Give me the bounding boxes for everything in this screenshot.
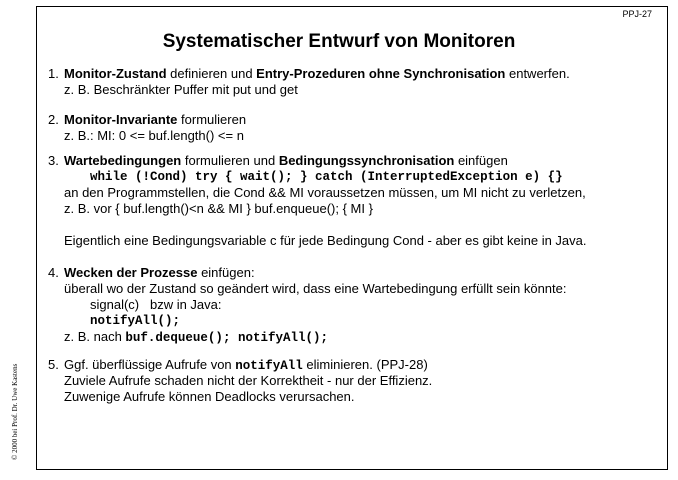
spacer <box>64 217 587 233</box>
item-line <box>64 112 246 128</box>
item-text: formulieren <box>177 112 247 127</box>
item-text: definieren und <box>166 66 257 81</box>
item-line: z. B. Beschränkter Puffer mit put und get <box>64 82 298 97</box>
list-item-4 <box>48 265 566 345</box>
item-number: 2. <box>48 112 59 127</box>
copyright-note: © 2000 bei Prof. Dr. Uwe Kastens <box>11 363 19 460</box>
inline-code: notifyAll <box>235 359 303 373</box>
item-text: eliminieren. (PPJ-28) <box>302 357 428 372</box>
item-number: 1. <box>48 66 59 81</box>
item-text: einfügen <box>454 153 508 168</box>
item-number: 5. <box>48 357 59 372</box>
item-line <box>64 153 587 169</box>
item-number: 4. <box>48 265 59 280</box>
item-line: überall wo der Zustand so geändert wird, dass eine Wartebedingung erfüllt sein könnte: <box>64 281 567 296</box>
bold-term: Monitor-Zustand <box>64 66 167 81</box>
bold-term: Entry-Prozeduren ohne Synchronisation <box>256 66 506 81</box>
item-number: 3. <box>48 153 59 168</box>
bold-term: Wecken der Prozesse <box>64 265 198 280</box>
item-text: entwerfen. <box>505 66 570 81</box>
item-text: Ggf. überflüssige Aufrufe von <box>64 357 236 372</box>
bold-term: Wartebedingungen <box>64 153 182 168</box>
code-line: notifyAll(); <box>90 314 181 328</box>
list-item-1 <box>48 66 570 98</box>
item-text: formulieren und <box>181 153 279 168</box>
item-line: Zuviele Aufrufe schaden nicht der Korrektheit - nur der Effizienz. <box>64 373 433 388</box>
list-item-3 <box>48 153 587 249</box>
item-text: z. B. nach <box>64 329 126 344</box>
item-line: signal(c) bzw in Java: <box>90 297 222 312</box>
list-item-2 <box>48 112 246 144</box>
page-title: Systematischer Entwurf von Monitoren <box>162 31 516 52</box>
item-line: an den Programmstellen, die Cond && MI voraussetzen müssen, um MI nicht zu verletzen, <box>64 185 586 200</box>
page-id: PPJ-27 <box>622 9 652 19</box>
item-line <box>64 265 566 281</box>
item-line: Zuwenige Aufrufe können Deadlocks verursachen. <box>64 389 355 404</box>
inline-code: buf.dequeue(); notifyAll(); <box>125 331 328 345</box>
bold-term: Bedingungssynchronisation <box>278 153 455 168</box>
code-line: while (!Cond) try { wait(); } catch (InterruptedException e) {} <box>90 170 563 184</box>
item-line: z. B. vor { buf.length()<n && MI } buf.enqueue(); { MI } <box>64 201 373 216</box>
item-line: z. B.: MI: 0 <= buf.length() <= n <box>64 128 244 143</box>
item-text: einfügen: <box>197 265 255 280</box>
item-line <box>64 357 432 373</box>
item-line <box>64 329 566 345</box>
list-item-5 <box>48 357 432 405</box>
item-line: Eigentlich eine Bedingungsvariable c für jede Bedingung Cond - aber es gibt keine in Java. <box>64 233 587 248</box>
item-line <box>64 66 570 82</box>
bold-term: Monitor-Invariante <box>64 112 178 127</box>
